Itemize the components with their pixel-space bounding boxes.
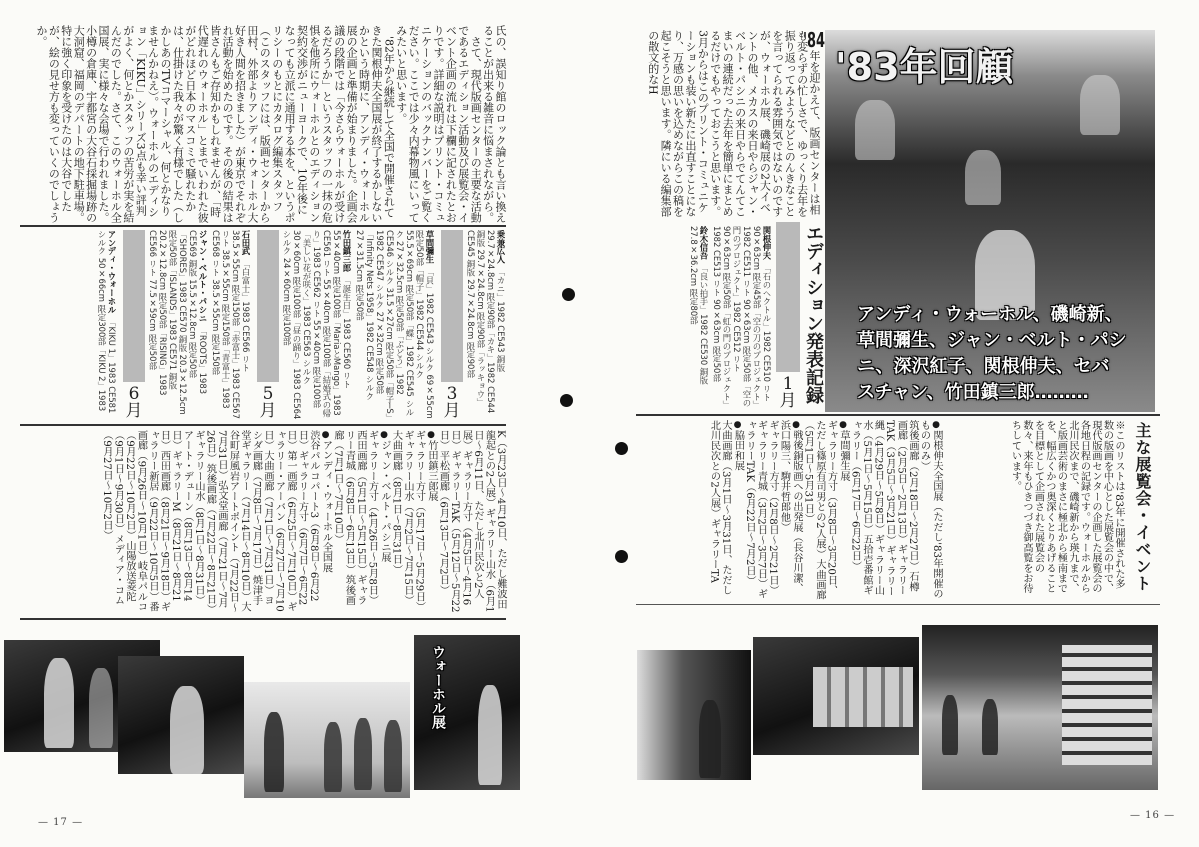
event-venues: K（3月23日〜4月10日、ただし難波田龍起との2人展）ギャラリー山水（6月1日〜6月11日、ただし北川民次と2人展）ギャラリー方寸（4月5日〜4月16日）ギャラリーTAK（5月12日〜5月22日）平松画廊（6月13日〜7月2日） — [437, 430, 506, 613]
event-title: 関根伸夫全国展（ただし'83年開催のもののみ） — [918, 420, 942, 599]
event-venues: ギャラリー方寸（2月8日〜2月21日）ギャラリー青城（3月2日〜3月7日）ギャラリーTAK（6月22日〜7月2日） — [744, 420, 778, 599]
photo-guests — [118, 656, 244, 774]
bullet-icon: ● — [838, 420, 848, 430]
body-paragraph: さて、現代版画センターの主要な活動であるエディション活動及び展覧会・イベント企画の流れは下欄に記されたとおりです。詳細な説明はプリント・コミュニケーションのバックナンバーをご覧ください。ここでは少々内幕物風にいってみたいと思います。 — [394, 25, 483, 223]
divider — [636, 604, 1160, 605]
photo-exhibition-entrance — [637, 650, 751, 780]
event-venues: 渋谷パルコパート3（6月8日〜6月22日）ギャラリー方寸（6月7日〜6月22日）第一画廊（6月25日〜7月10日）ギャラリー・アーバン（6月27日〜7月10日）大曲画廊（7月1日〜7月31日）ヨシダ画廊（7月8日〜7月17日）焼津手堂ギャラリー（7月14日〜8月10日）大谷町屏風岩アートポイント（7月22日〜7月31日）弘文堂画廊（7月21日〜7月26日）筑後画廊（7月22日〜8月21日）ギャラリー山水（8月1日〜8月31日）アート・デューン（8月13日〜8月14日）ギャラリーM（8月21日〜8月21日）西田画廊（8月21日〜9月18日）ギャラリー新居（9月22日〜10月5日）番画廊（9月26日〜10月1日）岐阜パルコ（9月22日〜10月2日）山陽放送菱陀（9月1日〜9月30日）メディア・コム（9月27日〜10月2日） — [101, 430, 319, 613]
edition-details: 「白富士」1983 CE566 リト 38.5×55cm 限定150部「赤富士」1983 CE567 リト 38.5×55cm 限定150部「青富士」1983 CE568 リト 38.5×55cm 限定150部 — [211, 230, 251, 419]
editions-month-bar — [776, 222, 800, 372]
edition-entry — [466, 230, 506, 420]
month-label: 3月 — [443, 384, 461, 421]
poster-text: ウォーホル展 — [430, 645, 446, 729]
right-events-list — [640, 420, 942, 600]
bullet-icon: ● — [426, 430, 436, 440]
month-marker — [123, 230, 145, 420]
right-intro-text — [636, 30, 825, 222]
photo-poster — [414, 635, 520, 790]
event-venues: ギャラリー方寸（3月8日〜3月20日、ただし篠原有司男との2人展）大曲画廊（5月1日〜5月31日） — [802, 420, 837, 600]
edition-artist: ジャン・ベルト・パシニ — [198, 230, 208, 323]
photo-exhibition-wall — [753, 637, 919, 755]
month-marker — [257, 230, 279, 420]
body-paragraph: '82年から継続して全国で開催されてきた関根伸夫全国展が終了するかしないかという時期に、アンディ・ウォーホル展の企画と準備が始まりました。企画会議の段階では「今さらウォーホルが受けるだろうか」というスタッフの一抹の危惧を他所にウォーホルとのエディション契約交渉がニューヨークで、10年後になっても立派に通用する本を、というポリシーのもとにカタログ編集スタッフ（このスタッフには、版画センターから田村、外部よりアンディ・ウォーホル大好き人間を招きました）が東京でそれぞれ活動を始めたのです。その後の結果は皆さんもご存知かもしれませんが、「時代遅れのウォーホル」とまでいわれた彼がどれほど日本のマスコミで騒れたかは、仕掛けた我々が驚く有様でした（しかしあのTVコマーシャル、何とかなりませんかねえ）。ウォーホルのエディション「KIKU」シリーズ3点も幸い評判がよく、何とかスタッフの苦労が実を結んだのでした。さて、このウォーホル全国展、実に様々な会場で行われました。小樽の倉庫、宇都宮の大谷石採掘場跡の大洞窟、福岡のデパートの地下駐車場。特に強く印象を受けたのは大谷でしたが、絵の見せ方も変っていくのでしょうか。 — [34, 25, 396, 223]
divider — [636, 414, 1160, 416]
event-item — [849, 420, 942, 600]
bullet-icon: ● — [791, 420, 801, 430]
events-note: ※このリストは'83年に開催された多数の版画を中心とした展覧会の中で、現代版画センターの企画した展覧会の各地日程の記録です。ウォーホルから北川民次まで、磯崎新から瑛九まで、と版画芸術のまさに極北から極南までを、幅広くかつ奥深くとりあげることを目標として企画された展覧会の数々、来年もひきつづき御高覧をお待ちしています。 — [1009, 420, 1124, 594]
left-events-list — [22, 430, 506, 614]
month-label: 5月 — [259, 384, 277, 421]
edition-entry — [148, 230, 208, 420]
feature-group-photo — [825, 30, 1155, 412]
edition-details: 「誕生日」1983 CE560 リト 55×40cm 限定100部「MariaとMango」1983 CE561 リト 55×40cm 限定100部「結婚式の帰り」1983 CE562 リト 55×40cm 限定100部「美しい花が咲く」1983 CE563 シルク 30×60cm 限定100部「昼の踊り」1983 CE564 シルク 24×60cm 限定100部 — [282, 230, 352, 420]
event-venues: 大曲画廊（3月1日〜3月31日、ただし北川民次との2人展）ギャラリーTA — [708, 420, 731, 596]
page-number: — 16 — — [1130, 810, 1176, 821]
edition-artist: 竹田鎮三郎 — [342, 230, 352, 272]
edition-entry — [97, 230, 117, 420]
bullet-icon: ● — [732, 420, 743, 430]
edition-artist: 乗兼広人 — [496, 230, 506, 264]
event-venues: ギャラリー方寸（5月17日〜5月29日）ギャラリー山水（7月2日〜7月15日）大曲画廊（8月1日〜8月31日） — [390, 430, 425, 612]
edition-artist: アンディ・ウォーホル — [107, 230, 117, 314]
photo-gallery-room — [244, 682, 410, 798]
event-item — [802, 420, 849, 600]
edition-details: 「良い拍手」1982 CE530 銅版 27.8×36.2cm 限定80部 — [689, 226, 709, 385]
photo-exhibition-hall — [922, 625, 1158, 790]
divider — [20, 424, 506, 426]
left-editions-section — [20, 230, 506, 420]
edition-details: 「貝」1982 CE543 シルク 69×55cm 限定50部「帽子」1982 CE544 シルク 55.5×69cm 限定50部「蝶」1982 CE545 シルク 27×32.5cm 限定50部「ぶどう」1982 CE546 シルク 31.5×27cm 限定50部「帽子─S」1982 CE547 シルク 27×32cm 限定50部「Infinity Nets 1958」1982 CE548 シルク 27×31.5cm 限定50部 — [355, 230, 435, 419]
edition-details: 「石のヘクトル」1982 CE510 リト 90×63cm 限定45部「空の刀のプロジェクト」1982 CE511 リト 90×63cm 限定50部「空の門のプロジェクト」1982 CE512 リト 90×63cm 限定50部「虹の門のプロジェクト」1982 CE513 リト 90×63cm 限定50部 — [712, 226, 772, 410]
editions-title: エディション発表記録 — [803, 224, 824, 404]
events-title: 主な展覧会・イベント — [1133, 422, 1152, 592]
edition-entry — [211, 230, 251, 420]
month-bar — [441, 230, 463, 382]
event-title: 脇田和展 — [732, 430, 744, 471]
feature-title: '83年回顧 — [835, 45, 1014, 89]
event-title: 草間彌生展 — [838, 430, 849, 481]
right-editions-list — [626, 226, 772, 410]
divider — [20, 618, 506, 620]
edition-artist: 草間彌生 — [425, 230, 435, 264]
event-item — [744, 420, 803, 600]
binder-hole — [615, 442, 628, 455]
event-title: 竹田鎮三郎展 — [426, 440, 437, 502]
event-title: 戦後銅版画への出発展（長谷川潔、浜口陽三、駒井哲郎他） — [778, 420, 802, 594]
event-venues: 筑後画廊（2月18日〜2月27日）石樽画廊（2月5日〜2月13日）ギャラリーTAK（3月5日〜3月21日）ギャラリー縄（4月29日〜5月8日）ギャラリー山水（5月1日〜5月15日）五拾壱番館ギャラリー（6月17日〜6月22日） — [849, 420, 918, 597]
binder-hole — [562, 288, 575, 301]
editions-month: 1月 — [779, 374, 797, 411]
binder-hole — [560, 394, 573, 407]
body-paragraph: 氏の、誤知り館のロック論とも言い換えることが出来る雑音に悩まされながら。 — [481, 25, 507, 223]
event-title: ジャン・ベルト・パシニ展 — [379, 440, 390, 563]
edition-details: 「カニ」1982 CE543 銅版 29.7×24.8cm 限定90部「カキ」1982 CE544 銅版 29.7×24.8cm 限定90部「ラッキョウ」CE545 銅版 29.7×24.8cm 限定90部 — [466, 230, 506, 414]
month-marker — [441, 230, 463, 420]
event-venues: ギャラリー方寸（4月26日〜5月8日）西田画廊（5月1日〜5月15日）ギャラリー青城（6月8日〜6月13日）筑後画廊（7月1日〜7月10日） — [332, 430, 378, 606]
edition-details: 「ROOTS」1983 CE569 銅版 15.5×12.8cm 限定50部「SHORES」1983 CE570 銅版 20.3×12.5cm 限定50部「ISLANDS」1983 CE571 銅版 20.2×12.8cm 限定50部「RISING」1983 CE566 リト 77.5×59cm 限定50部 — [148, 230, 208, 415]
edition-artist: 石田武 — [241, 230, 251, 256]
edition-entry — [712, 226, 772, 410]
edition-entry — [355, 230, 435, 420]
edition-entry — [689, 226, 709, 410]
bullet-icon: ● — [931, 420, 941, 430]
month-bar — [257, 230, 279, 382]
edition-details: 「KIKU 1」1983 CE581 シルク 50×66cm 限定300部「KIKU 2」1983 — [97, 230, 117, 414]
page-number: — 17 — — [38, 817, 84, 828]
month-bar — [123, 230, 145, 382]
edition-artist: 鈴木信吾 — [699, 226, 709, 260]
month-label: 6月 — [125, 384, 143, 421]
edition-artist: 関根伸夫 — [762, 226, 772, 260]
event-item — [708, 420, 744, 600]
divider — [20, 225, 506, 227]
intro-paragraph: 年を迎かえて、版画センターは相も変らずの忙しさで、ゆっくり去年を振り返ってみようなどとのんきなことを言ってられる雰囲気ではないのですが、ウォーホル展、磯崎展の2大イベントの他、メカスの来日やらジャン・ベルト・パシニの来日やらでてんてこまいの連続だった去年を簡単にまとめるだけでもやっておこうと思います。3月からはこのプリント・コミュニケーションも装い新たに出直すことになり、万感の思いを込めながらこの稿を起こそうと思います。隣にいる編集部の散文的なH — [646, 30, 821, 217]
bullet-icon: ● — [320, 430, 331, 440]
left-body-text — [22, 25, 506, 223]
event-item — [437, 430, 506, 614]
bullet-icon: ● — [379, 430, 389, 440]
event-item — [390, 430, 437, 614]
feature-caption: アンディ・ウォーホル、磯崎新、草間彌生、ジャン・ベルト・パシニ、深沢紅子、関根伸夫、セバスチャン、竹田鎮三郎……… — [857, 304, 1127, 403]
event-title: アンディ・ウォーホル全国展 — [320, 440, 332, 573]
event-item — [332, 430, 391, 614]
intro-year: '84 — [803, 30, 825, 50]
event-item — [101, 430, 332, 614]
edition-entry — [282, 230, 352, 420]
binder-hole — [615, 550, 628, 563]
